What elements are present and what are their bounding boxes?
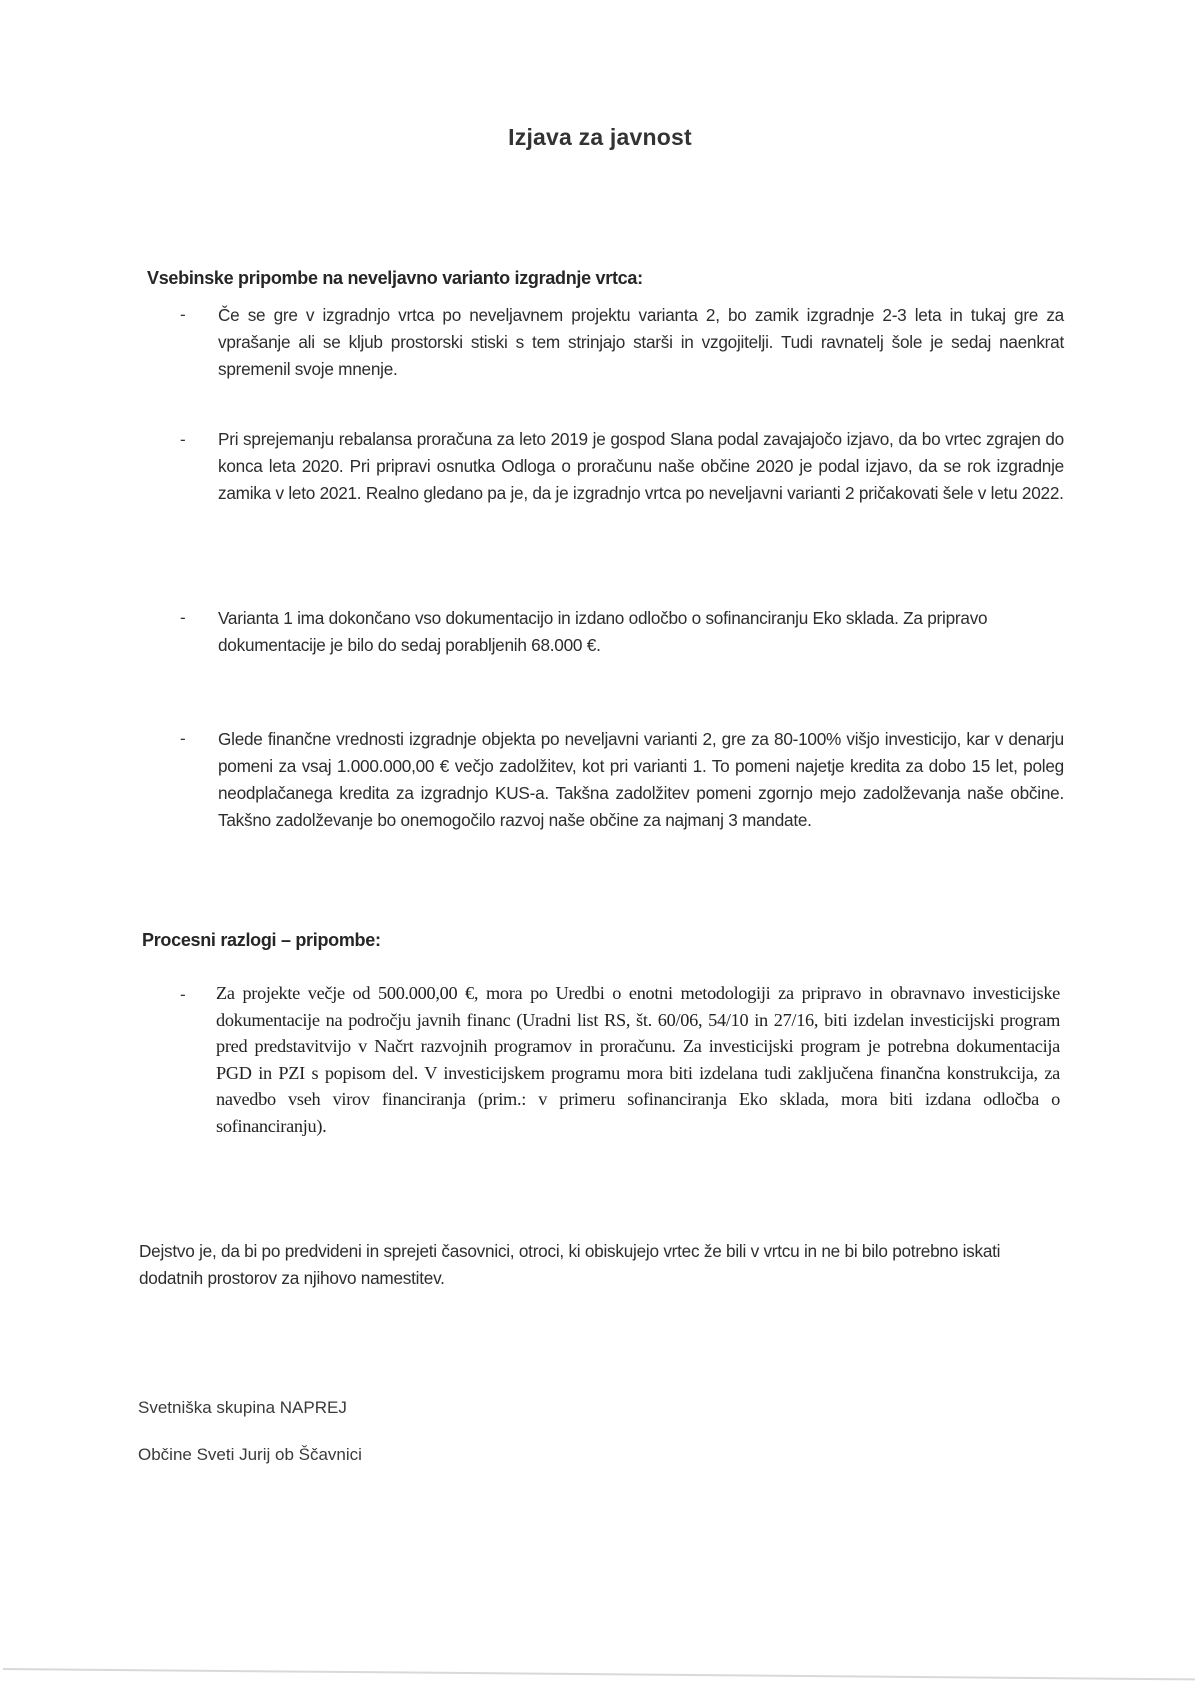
list-bullet: - <box>180 430 186 449</box>
section-heading-content-remarks: Vsebinske pripombe na neveljavno varianto izgradnje vrtca: <box>147 268 643 288</box>
list-bullet: - <box>180 985 186 1004</box>
list-item-delay-concern: Če se gre v izgradnjo vrtca po neveljavnem projektu varianta 2, bo zamik izgradnje 2-3 leta in tukaj gre za vprašanje ali se kljub prostorski stiski s tem strinjajo starši in vzgojitelji. Tudi ravnatelj šole je sedaj naenkrat spremenil svoje mnenje. <box>218 305 1064 379</box>
list-item-investment-regulation: Za projekte večje od 500.000,00 €, mora po Uredbi o enotni metodologiji za pripravo in obravnavo investicijske dokumentacije na področju javnih financ (Uradni list RS, št. 60/06, 54/10 in 27/16, biti izdelan investicijski program pred predstavitvijo v Načrt razvojnih programov in proračunu. Za investicijski program je potrebna dokumentacija PGD in PZI s popisom del. V investicijskem programu mora biti izdelana tudi zaključena finančna konstrukcija, za navedbo vseh virov financiranja (prim.: v primeru sofinanciranja Eko sklada, mora biti izdana odločba o sofinanciranju). <box>216 983 1060 1136</box>
scan-edge-line <box>3 1668 1195 1680</box>
list-item-budget-statements: Pri sprejemanju rebalansa proračuna za leto 2019 je gospod Slana podal zavajajočo izjavo, da bo vrtec zgrajen do konca leta 2020. Pri pripravi osnutka Odloga o proračunu naše občine 2020 je podal izjavo, da se rok izgradnje zamika v leto 2021. Realno gledano pa je, da je izgradnjo vrtca po neveljavni varianti 2 pričakovati šele v letu 2022. <box>218 429 1064 503</box>
signature-group: Svetniška skupina NAPREJ <box>138 1398 347 1417</box>
document-title: Izjava za javnost <box>508 124 692 150</box>
signature-municipality: Občine Sveti Jurij ob Ščavnici <box>138 1445 362 1464</box>
list-item-financial-value: Glede finančne vrednosti izgradnje objekta po neveljavni varianti 2, gre za 80-100% višjo investicijo, kar v denarju pomeni za vsaj 1.000.000,00 € večjo zadolžitev, kot pri varianti 1. To pomeni najetje kredita za dobo 15 let, poleg neodplačanega kredita za izgradnjo KUS-a. Takšna zadolžitev pomeni zgornjo mejo zadolževanja naše občine. Takšno zadolževanje bo onemogočilo razvoj naše občine za najmanj 3 mandate. <box>218 729 1064 830</box>
conclusion-paragraph: Dejstvo je, da bi po predvideni in sprejeti časovnici, otroci, ki obiskujejo vrtec že bili v vrtcu in ne bi bilo potrebno iskati dodatnih prostorov za njihovo namestitev. <box>139 1241 1001 1288</box>
list-bullet: - <box>180 608 186 627</box>
list-bullet: - <box>180 305 186 324</box>
section-heading-procedural-remarks: Procesni razlogi – pripombe: <box>142 930 381 950</box>
list-bullet: - <box>180 729 186 748</box>
list-item-variant1-documentation: Varianta 1 ima dokončano vso dokumentacijo in izdano odločbo o sofinanciranju Eko sklada. Za pripravo dokumentacije je bilo do sedaj porabljenih 68.000 €. <box>218 608 988 655</box>
